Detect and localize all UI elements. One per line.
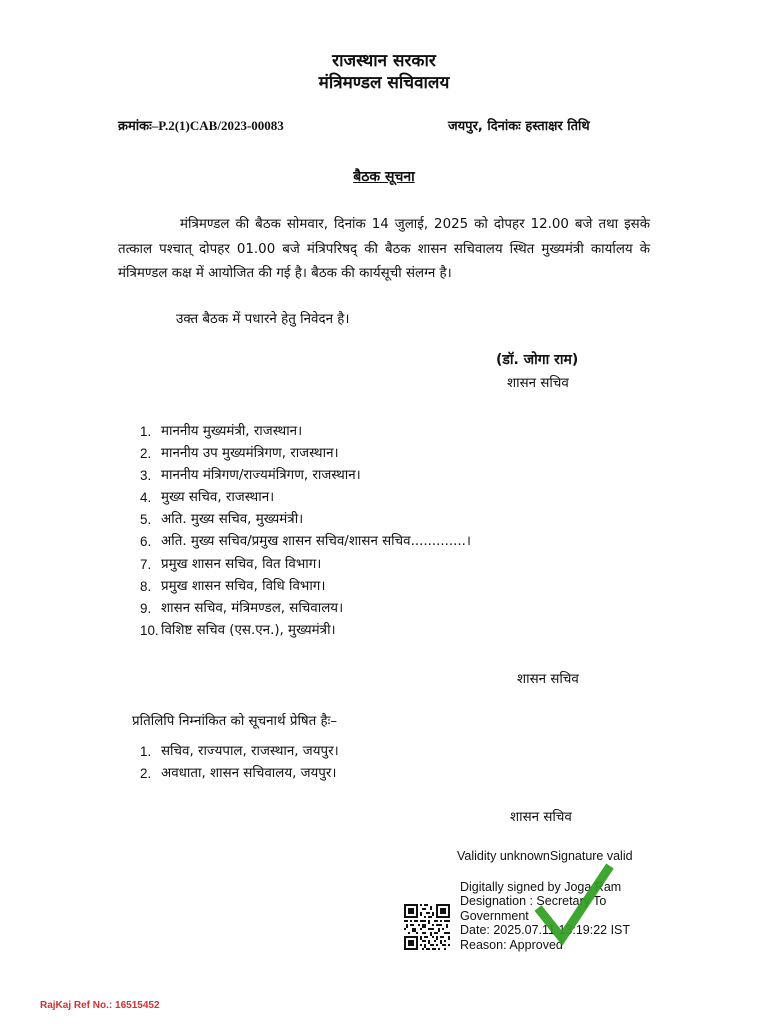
list-item: 5. अति. मुख्य सचिव, मुख्यमंत्री। bbox=[140, 512, 304, 528]
signed-by: Digitally signed by Joga Ram bbox=[460, 880, 622, 894]
government-title: राजस्थान सरकार bbox=[332, 51, 436, 71]
list-item: 8. प्रमुख शासन सचिव, विधि विभाग। bbox=[140, 578, 326, 594]
list-item: 10. विशिष्ट सचिव (एस.एन.), मुख्यमंत्री। bbox=[140, 622, 336, 638]
signatory-name: (डॉ. जोगा राम) bbox=[496, 352, 579, 368]
list-item: 4. मुख्य सचिव, राजस्थान। bbox=[140, 490, 275, 506]
signer-designation: Designation : Secretary To bbox=[460, 894, 607, 909]
subject-heading: बैठक सूचना bbox=[353, 169, 415, 185]
signature-valid-check-icon bbox=[532, 858, 616, 948]
list-item: 2. अवधाता, शासन सचिवालय, जयपुर। bbox=[140, 766, 337, 782]
list-item: 7. प्रमुख शासन सचिव, वित विभाग। bbox=[140, 556, 322, 572]
recipient-list bbox=[140, 421, 471, 642]
signature-validity: Validity unknownSignature valid bbox=[457, 849, 633, 863]
signer-designation-cont: Government bbox=[460, 908, 529, 923]
list-item: 1. सचिव, राज्यपाल, राजस्थान, जयपुर। bbox=[140, 744, 339, 759]
reference-number: क्रमांकः–P.2(1)CAB/2023-00083 bbox=[118, 118, 284, 133]
signature-reason: Reason: Approved bbox=[460, 937, 563, 952]
signature-date: Date: 2025.07.11 13:19:22 IST bbox=[460, 923, 631, 938]
list-item: 1. माननीय मुख्यमंत्री, राजस्थान। bbox=[140, 424, 303, 439]
request-paragraph: उक्त बैठक में पधारने हेतु निवेदन है। bbox=[176, 312, 350, 327]
secretary-signature-3: शासन सचिव bbox=[510, 810, 572, 825]
qr-code-icon bbox=[404, 904, 450, 950]
list-item: 3. माननीय मंत्रिगण/राज्यमंत्रिगण, राजस्थान। bbox=[140, 468, 361, 484]
copy-recipient-list bbox=[140, 741, 339, 785]
list-item: 6. अति. मुख्य सचिव/प्रमुख शासन सचिव/शासन सचिव.............। bbox=[140, 534, 472, 550]
body-paragraph: मंत्रिमण्डल की बैठक सोमवार, दिनांक 14 जुलाई, 2025 को दोपहर 12.00 बजे तथा इसके तत्काल पश्चात् दोपहर 01.00 बजे मंत्रिपरिषद् की बैठक शासन सचिवालय स्थित मुख्यमंत्री कार्यालय के मंत्रिमण्डल कक्ष में आयोजित की गई है। बैठक की कार्यसूची संलग्न है। bbox=[118, 217, 650, 281]
list-item: 9. शासन सचिव, मंत्रिमण्डल, सचिवालय। bbox=[140, 600, 344, 616]
secretary-signature-2: शासन सचिव bbox=[517, 672, 579, 687]
rajkaj-reference: RajKaj Ref No.: 16515452 bbox=[40, 1000, 160, 1011]
signatory-designation: शासन सचिव bbox=[507, 376, 569, 391]
place-date: जयपुर, दिनांकः हस्ताक्षर तिथि bbox=[448, 119, 590, 134]
department-title: मंत्रिमण्डल सचिवालय bbox=[318, 73, 450, 93]
copy-to-heading: प्रतिलिपि निम्नांकित को सूचनार्थ प्रेषित हैः– bbox=[132, 714, 338, 729]
list-item: 2. माननीय उप मुख्यमंत्रिगण, राजस्थान। bbox=[140, 446, 339, 462]
